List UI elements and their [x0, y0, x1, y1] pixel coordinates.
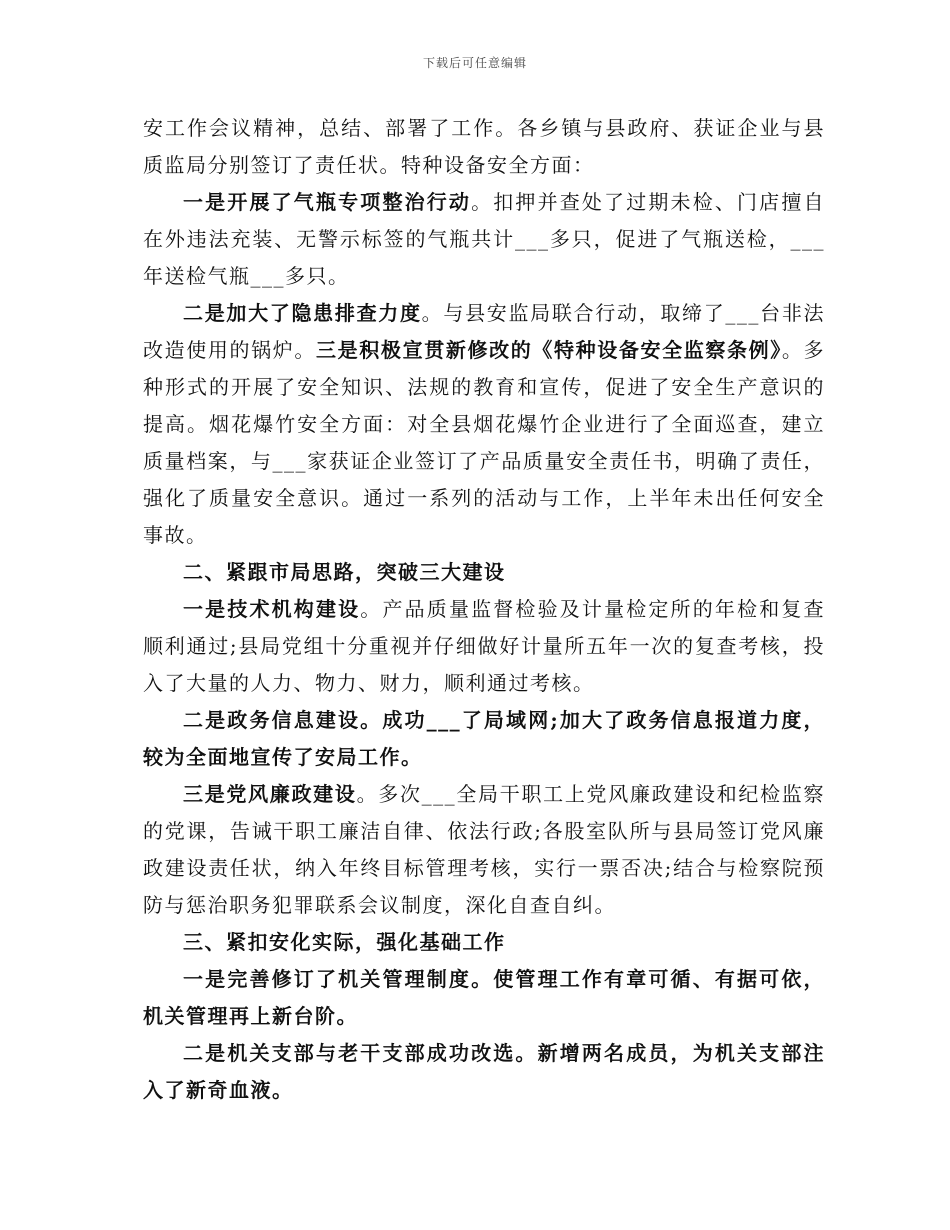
page-header: 下载后可任意编辑	[422, 56, 527, 70]
paragraph-text: 。与县安监局联合行动，取缔了___台非法改造使用的锅炉。	[143, 301, 826, 362]
section-heading: 二、紧跟市局思路，突破三大建设	[183, 560, 506, 584]
paragraph-text: 。多种形式的开展了安全知识、法规的教育和宣传，促进了安全生产意识的提高。烟花爆竹安全方面：对全县烟花爆竹企业进行了全面巡查，建立质量档案，与___家获证企业签订了产品质量安全责任书，明确了责任，强化了质量安全意识。通过一系列的活动与工作，上半年未出任何安全事故。	[143, 338, 826, 547]
paragraph-lead: 二是加大了隐患排查力度	[183, 301, 422, 325]
paragraph-text: 。扣押并查处了过期未检、门店擅自在外违法充装、无警示标签的气瓶共计___多只，促进了气瓶送检，___年送检气瓶___多只。	[143, 190, 826, 288]
paragraph: 二是政务信息建设。成功___了局域网;加大了政务信息报道力度，较为全面地宣传了安局工作。	[143, 708, 825, 769]
paragraph: 二是机关支部与老干支部成功改选。新增两名成员，为机关支部注入了新奇血液。	[143, 1041, 825, 1102]
paragraph	[143, 295, 825, 554]
paragraph: 一是完善修订了机关管理制度。使管理工作有章可循、有据可依，机关管理再上新台阶。	[143, 967, 825, 1028]
section-heading: 三、紧扣安化实际，强化基础工作	[183, 930, 506, 954]
paragraph-lead: 一是开展了气瓶专项整治行动	[183, 190, 472, 214]
paragraph-lead: 三是积极宣贯新修改的《特种设备安全监察条例》	[316, 338, 782, 362]
paragraph	[143, 184, 825, 295]
document-body	[143, 110, 825, 1109]
paragraph-lead: 一是技术机构建设	[183, 597, 361, 621]
paragraph-text: 。多次___全局干职工上党风廉政建设和纪检监察的党课，告诫干职工廉洁自律、依法行政;各股室队所与县局签订党风廉政建设责任状，纳入年终目标管理考核，实行一票否决;结合与检察院预防与惩治职务犯罪联系会议制度，深化自查自纠。	[143, 782, 826, 917]
paragraph-lead: 三是党风廉政建设	[183, 782, 357, 806]
paragraph	[143, 776, 825, 924]
paragraph-text: 。产品质量监督检验及计量检定所的年检和复查顺利通过;县局党组十分重视并仔细做好计量所五年一次的复查考核，投入了大量的人力、物力、财力，顺利通过考核。	[143, 597, 826, 695]
paragraph	[143, 591, 825, 702]
paragraph: 安工作会议精神，总结、部署了工作。各乡镇与县政府、获证企业与县质监局分别签订了责任状。特种设备安全方面：	[143, 116, 825, 177]
